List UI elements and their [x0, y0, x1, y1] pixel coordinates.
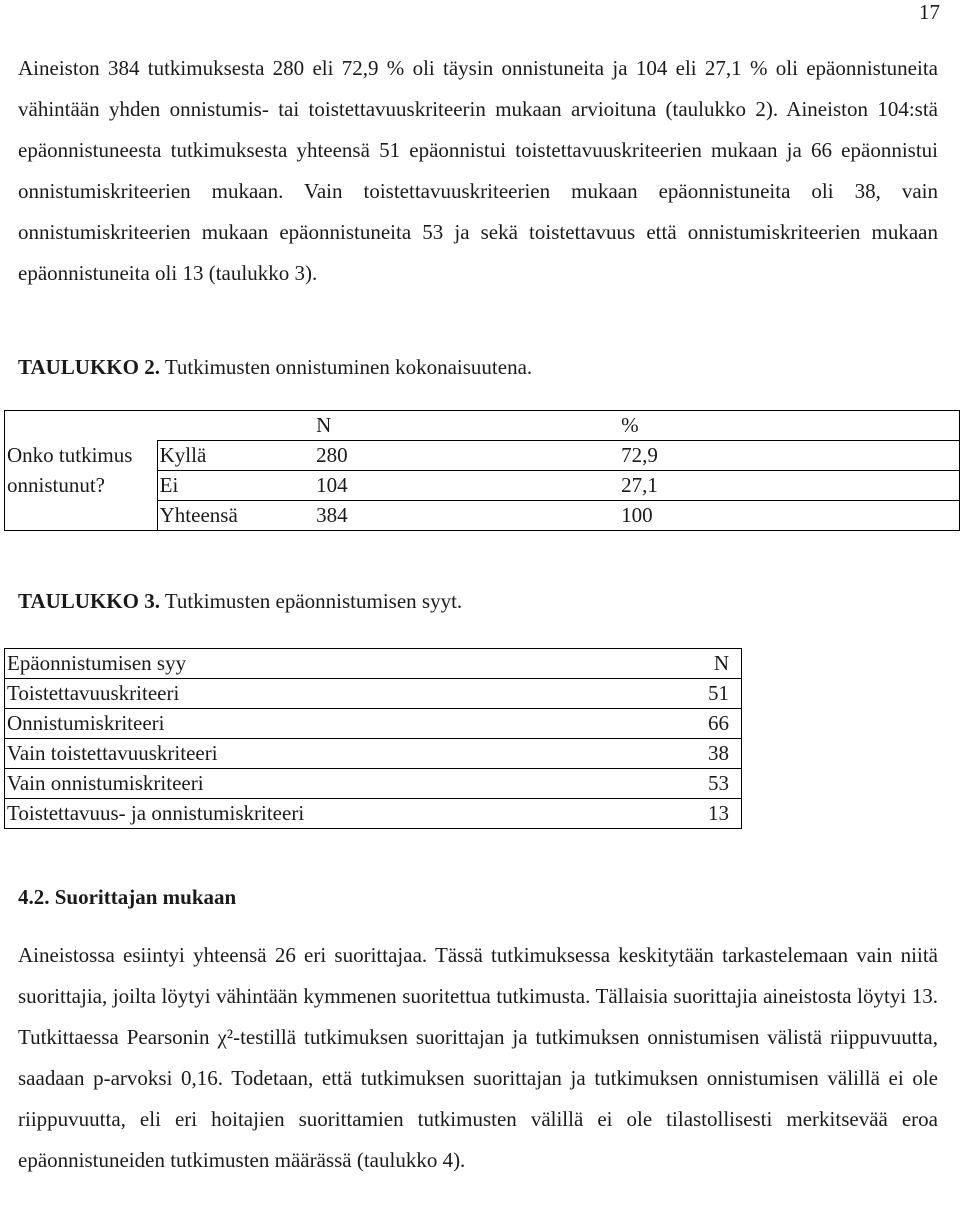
row-label: Onnistumiskriteeri: [5, 709, 408, 739]
intro-paragraph: Aineiston 384 tutkimuksesta 280 eli 72,9 % oli täysin onnistuneita ja 104 eli 27,1 % oli epäonnistuneita vähintään yhden onnistumis- tai toistettavuuskriteerin mukaan arvioituna (taulukko 2). Aineiston 104:stä epäonnistuneesta tutkimuksesta yhteensä 51 epäonnistui toistettavuuskriteerien mukaan ja 66 epäonnistui onnistumiskriteerien mukaan. Vain toistettavuuskriteerien mukaan epäonnistuneita oli 38, vain onnistumiskriteerien mukaan epäonnistuneita 53 ja sekä toistettavuus että onnistumiskriteerien mukaan epäonnistuneita oli 13 (taulukko 3).: [18, 56, 938, 285]
table-row: [5, 709, 742, 739]
table-cell-empty: [5, 501, 158, 531]
header-percent: %: [621, 413, 639, 437]
table-header-row: [5, 649, 742, 679]
table3-caption-label: TAULUKKO 3.: [18, 589, 160, 613]
table-cell-empty: [157, 411, 314, 441]
row-label: Toistettavuus- ja onnistumiskriteeri: [5, 799, 408, 829]
row-n: 13: [407, 799, 742, 829]
header-n: N: [316, 413, 332, 437]
page-number: 17: [919, 0, 940, 24]
table3-caption-text: Tutkimusten epäonnistumisen syyt.: [159, 589, 463, 613]
table-failure-reasons: [4, 648, 742, 829]
row-n: 384: [314, 501, 619, 531]
table-success-overall: [4, 410, 960, 531]
table-row: [5, 769, 742, 799]
header-reason: Epäonnistumisen syy: [7, 651, 187, 675]
row-n: 51: [407, 679, 742, 709]
row-label: Ei: [157, 471, 314, 501]
row-n: 53: [407, 769, 742, 799]
header-n: N: [713, 651, 729, 675]
row-n: 66: [407, 709, 742, 739]
table2-caption-label: TAULUKKO 2.: [18, 355, 160, 379]
table-row: [5, 799, 742, 829]
table2-caption: [18, 354, 532, 380]
row-label: Vain onnistumiskriteeri: [5, 769, 408, 799]
row-n: 38: [407, 739, 742, 769]
table-row: [5, 739, 742, 769]
section-heading: 4.2. Suorittajan mukaan: [18, 885, 237, 909]
table2-caption-text: Tutkimusten onnistuminen kokonaisuutena.: [159, 355, 533, 379]
row-percent: 100: [619, 501, 959, 531]
row-label: Yhteensä: [157, 501, 314, 531]
row-n: 104: [314, 471, 619, 501]
table3-caption: [18, 588, 462, 614]
question-label-cont: onnistunut?: [7, 472, 105, 497]
row-label: Kyllä: [157, 441, 314, 471]
table-header-row: [5, 411, 960, 441]
row-percent: 72,9: [619, 441, 959, 471]
table-cell-empty: [5, 411, 158, 441]
table-row: [5, 441, 960, 471]
table-row: [5, 501, 960, 531]
table-row: [5, 679, 742, 709]
row-label: Vain toistettavuuskriteeri: [5, 739, 408, 769]
performer-paragraph: Aineistossa esiintyi yhteensä 26 eri suorittajaa. Tässä tutkimuksessa keskitytään tarkastelemaan vain niitä suorittajia, joilta löytyi vähintään kymmenen suoritettua tutkimusta. Tällaisia suorittajia aineistosta löytyi 13. Tutkittaessa Pearsonin χ²-testillä tutkimuksen suorittajan ja tutkimuksen onnistumisen välistä riippuvuutta, saadaan p-arvoksi 0,16. Todetaan, että tutkimuksen suorittajan ja tutkimuksen onnistumisen välillä ei ole riippuvuutta, eli eri hoitajien suorittamien tutkimusten välillä ei ole tilastollisesti merkitsevää eroa epäonnistuneiden tutkimusten määrässä (taulukko 4).: [18, 943, 938, 1172]
row-n: 280: [314, 441, 619, 471]
row-percent: 27,1: [619, 471, 959, 501]
table-row: [5, 471, 960, 501]
row-label: Toistettavuuskriteeri: [5, 679, 408, 709]
question-label: Onko tutkimus: [7, 442, 133, 467]
